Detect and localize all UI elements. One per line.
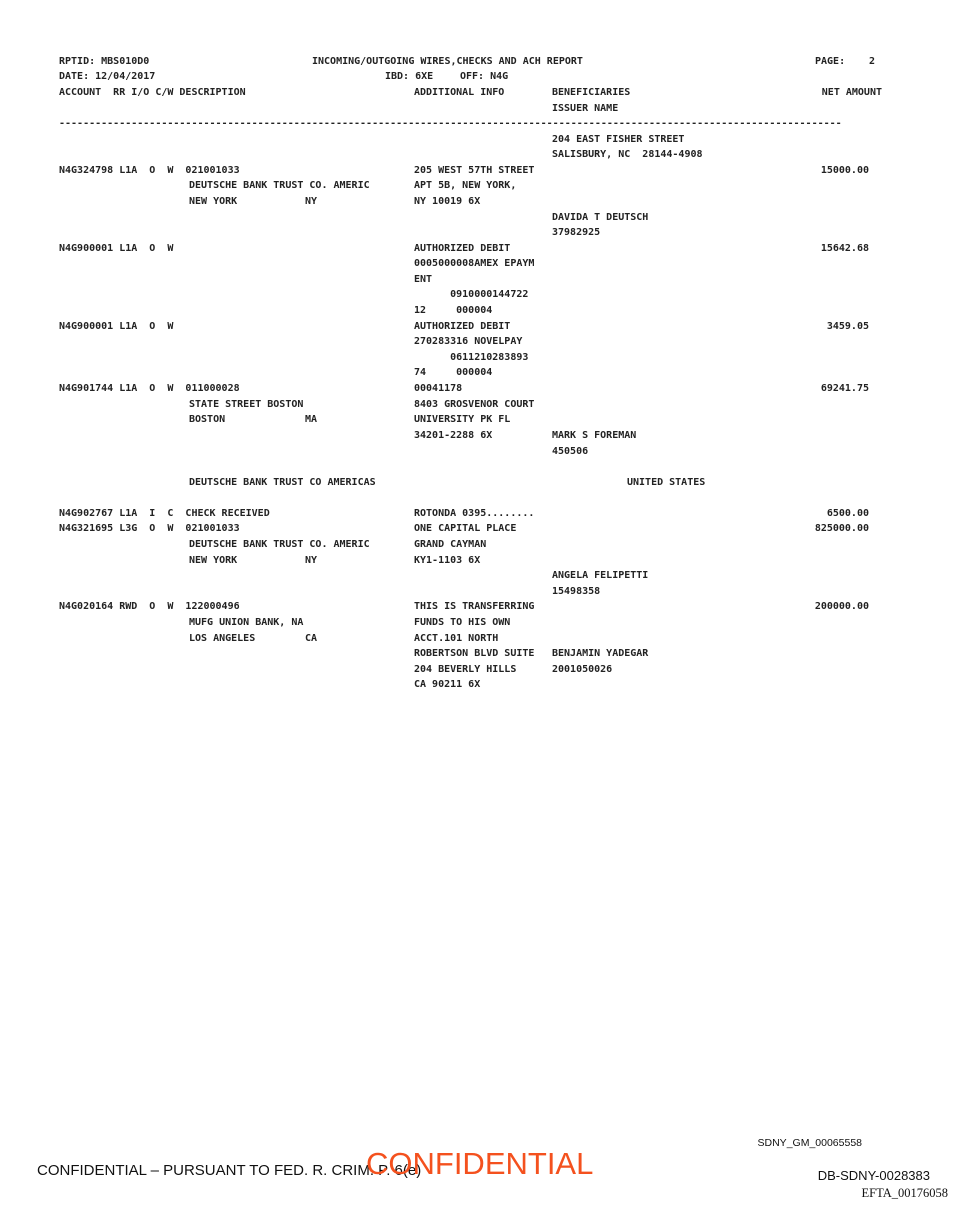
bank-state: NY — [305, 196, 318, 207]
beneficiary-address: 204 EAST FISHER STREET — [552, 134, 685, 145]
transaction-line: N4G900001 L1A O W — [59, 243, 174, 254]
net-amount: 6500.00 — [826, 508, 869, 519]
column-header-additional-info: ADDITIONAL INFO — [414, 87, 505, 98]
additional-info: ROBERTSON BLVD SUITE — [414, 648, 535, 659]
efta-bates: EFTA_00176058 — [861, 1186, 948, 1200]
additional-info: UNIVERSITY PK FL — [414, 414, 511, 425]
additional-info: AUTHORIZED DEBIT — [414, 321, 511, 332]
transaction-line: N4G321695 L3G O W 021001033 — [59, 523, 240, 534]
additional-info: 270283316 NOVELPAY — [414, 336, 523, 347]
column-header-net-amount: NET AMOUNT — [821, 87, 882, 98]
issuer-bank: DEUTSCHE BANK TRUST CO AMERICAS — [189, 477, 376, 488]
column-header-account: ACCOUNT RR I/O C/W DESCRIPTION — [59, 87, 246, 98]
beneficiary-id: 2001050026 — [552, 664, 613, 675]
additional-info: NY 10019 6X — [414, 196, 481, 207]
net-amount: 15642.68 — [820, 243, 869, 254]
confidential-notice: CONFIDENTIAL – PURSUANT TO FED. R. CRIM. P. 6(e) — [37, 1162, 422, 1179]
additional-info: 34201-2288 6X — [414, 430, 493, 441]
bank-city: NEW YORK — [189, 555, 238, 566]
net-amount: 69241.75 — [820, 383, 869, 394]
report-title: INCOMING/OUTGOING WIRES,CHECKS AND ACH REPORT — [312, 56, 583, 67]
bank-state: CA — [305, 633, 318, 644]
bank-name: DEUTSCHE BANK TRUST CO. AMERIC — [189, 539, 370, 550]
additional-info: 205 WEST 57TH STREET — [414, 165, 535, 176]
bank-city: LOS ANGELES — [189, 633, 256, 644]
beneficiary-id: 37982925 — [552, 227, 601, 238]
additional-info: THIS IS TRANSFERRING — [414, 601, 535, 612]
additional-info: ACCT.101 NORTH — [414, 633, 499, 644]
column-header-issuer-name: ISSUER NAME — [552, 103, 619, 114]
net-amount: 200000.00 — [814, 601, 869, 612]
report-date: DATE: 12/04/2017 — [59, 71, 156, 82]
page-number: 2 — [869, 56, 876, 67]
transaction-line: N4G902767 L1A I C CHECK RECEIVED — [59, 508, 270, 519]
beneficiary-address: SALISBURY, NC 28144-4908 — [552, 149, 703, 160]
db-sdny-bates: DB-SDNY-0028383 — [817, 1168, 930, 1183]
bank-state: NY — [305, 555, 318, 566]
net-amount: 3459.05 — [826, 321, 869, 332]
transaction-line: N4G020164 RWD O W 122000496 — [59, 601, 240, 612]
bank-name: DEUTSCHE BANK TRUST CO. AMERIC — [189, 180, 370, 191]
additional-info: FUNDS TO HIS OWN — [414, 617, 511, 628]
report-id: RPTID: MBS010D0 — [59, 56, 150, 67]
additional-info: CA 90211 6X — [414, 679, 481, 690]
additional-info: 0005000008AMEX EPAYM — [414, 258, 535, 269]
beneficiary-name: BENJAMIN YADEGAR — [552, 648, 649, 659]
page-label: PAGE: — [815, 56, 846, 67]
beneficiary-name: MARK S FOREMAN — [552, 430, 637, 441]
additional-info: 74 000004 — [414, 367, 493, 378]
beneficiary-name: ANGELA FELIPETTI — [552, 570, 649, 581]
bank-name: STATE STREET BOSTON — [189, 399, 304, 410]
confidential-stamp: CONFIDENTIAL — [366, 1146, 594, 1181]
transaction-line: N4G324798 L1A O W 021001033 — [59, 165, 240, 176]
sdny-gm-bates: SDNY_GM_00065558 — [757, 1137, 862, 1149]
office-code: OFF: N4G — [460, 71, 509, 82]
beneficiary-id: 15498358 — [552, 586, 601, 597]
ibd-code: IBD: 6XE — [385, 71, 434, 82]
issuer-country: UNITED STATES — [627, 477, 706, 488]
additional-info: KY1-1103 6X — [414, 555, 481, 566]
beneficiary-id: 450506 — [552, 446, 589, 457]
additional-info: 12 000004 — [414, 305, 493, 316]
additional-info: 0910000144722 — [414, 289, 529, 300]
bank-city: NEW YORK — [189, 196, 238, 207]
net-amount: 825000.00 — [814, 523, 869, 534]
additional-info: AUTHORIZED DEBIT — [414, 243, 511, 254]
header-separator: ---------------------------------------------------------------------------------------------------------------------------------- — [59, 118, 842, 129]
transaction-line: N4G900001 L1A O W — [59, 321, 174, 332]
bank-state: MA — [305, 414, 318, 425]
additional-info: ROTONDA 0395........ — [414, 508, 535, 519]
bank-city: BOSTON — [189, 414, 226, 425]
additional-info: ONE CAPITAL PLACE — [414, 523, 517, 534]
net-amount: 15000.00 — [820, 165, 869, 176]
additional-info: 0611210283893 — [414, 352, 529, 363]
additional-info: 00041178 — [414, 383, 463, 394]
additional-info: 8403 GROSVENOR COURT — [414, 399, 535, 410]
bank-name: MUFG UNION BANK, NA — [189, 617, 304, 628]
additional-info: 204 BEVERLY HILLS — [414, 664, 517, 675]
column-header-beneficiaries: BENEFICIARIES — [552, 87, 631, 98]
beneficiary-name: DAVIDA T DEUTSCH — [552, 212, 649, 223]
additional-info: ENT — [414, 274, 433, 285]
transaction-line: N4G901744 L1A O W 011000028 — [59, 383, 240, 394]
additional-info: GRAND CAYMAN — [414, 539, 487, 550]
additional-info: APT 5B, NEW YORK, — [414, 180, 517, 191]
